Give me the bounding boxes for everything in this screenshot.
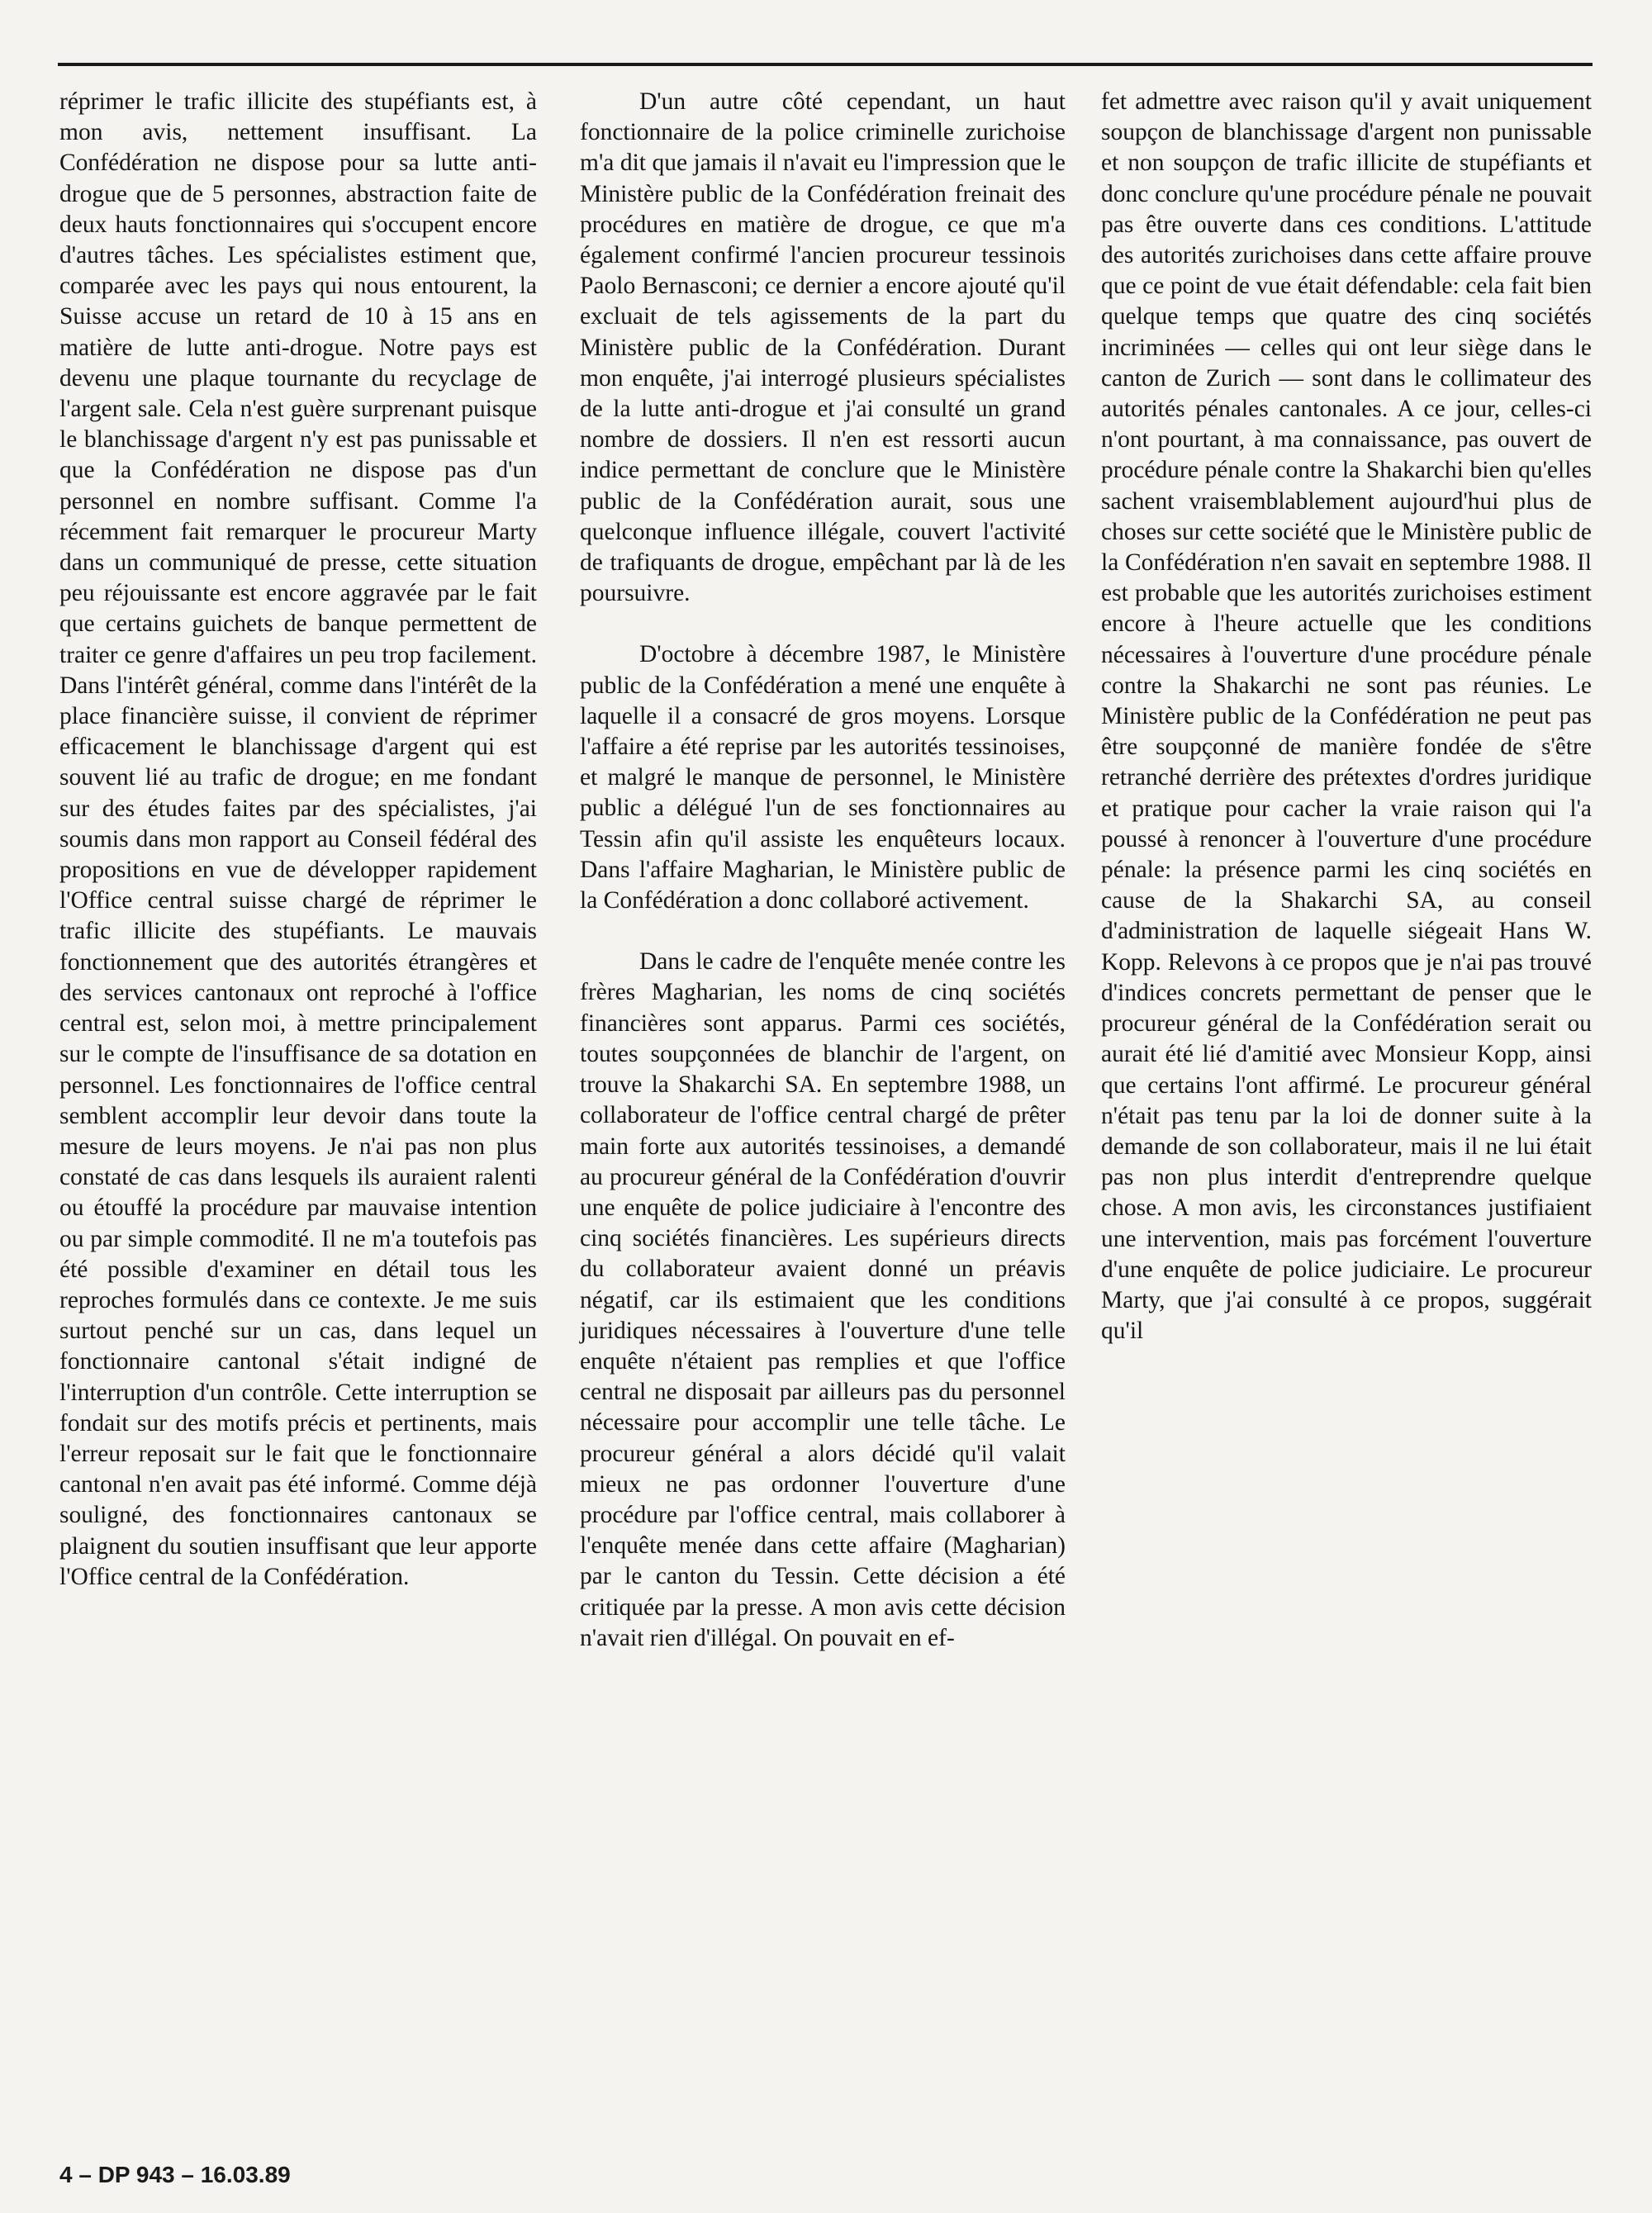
paragraph: Dans le cadre de l'enquête menée contre les frères Magharian, les noms de cinq sociétés financières sont apparus. Parmi ces sociétés, toutes soupçonnées de blanchir de l'argent, on trouve la Shakarchi SA. En septembre 1988, un collaborateur de l'office central chargé de prêter main forte aux autorités tessinoises, a demandé au procureur général de la Confédération d'ouvrir une enquête de police judiciaire à l'encontre des cinq sociétés financières. Les supérieurs directs du collaborateur avaient donné un préavis négatif, car ils estimaient que les conditions juridiques nécessaires à l'ouverture d'une telle enquête n'étaient pas remplies et que l'office central ne disposait par ailleurs pas du personnel nécessaire pour accomplir une telle tâche. Le procureur général a alors décidé qu'il valait mieux ne pas ordonner l'ouverture d'une procédure par l'office central, mais collaborer à l'enquête menée dans cette affaire (Magharian) par le canton du Tessin. Cette décision a été critiquée par la presse. A mon avis cette décision n'avait rien d'illégal. On pouvait en ef-	[580, 948, 1066, 1651]
top-rule	[58, 63, 1593, 66]
paragraph: D'octobre à décembre 1987, le Ministère public de la Confédération a mené une enquête à laquelle il a consacré de gros moyens. Lorsque l'affaire a été reprise par les autorités tessinoises, et malgré le manque de personnel, le Ministère public a délégué l'un de ses fonctionnaires au Tessin afin qu'il assiste les enquêteurs locaux. Dans l'affaire Magharian, le Ministère public de la Confédération a donc collaboré activement.	[580, 641, 1066, 914]
paragraph: fet admettre avec raison qu'il y avait uniquement soupçon de blanchissage d'argent non punissable et non soupçon de trafic illicite de stupéfiants et donc conclure qu'une procédure pénale ne pouvait pas être ouverte dans ces conditions. L'attitude des autorités zurichoises dans cette affaire prouve que ce point de vue était défendable: cela fait bien quelque temps que quatre des cinq sociétés incriminées — celles qui ont leur siège dans le canton de Zurich — sont dans le collimateur des autorités pénales cantonales. A ce jour, celles-ci n'ont pourtant, à ma connaissance, pas ouvert de procédure pénale contre la Shakarchi bien qu'elles sachent vraisemblablement aujourd'hui plus de choses sur cette société que le Ministère public de la Confédération n'en savait en septembre 1988. Il est probable que les autorités zurichoises estiment encore à l'heure actuelle que les conditions nécessaires à l'ouverture d'une procédure pénale contre la Shakarchi ne sont pas réunies. Le Ministère public de la Confédération ne peut pas être soupçonné de manière fondée de s'être retranché derrière des prétextes d'ordres juridique et pratique pour cacher la vraie raison qui l'a poussé à renoncer à l'ouverture d'une procédure pénale: la présence parmi les cinq sociétés en cause de la Shakarchi SA, au conseil d'administration de laquelle siégeait Hans W. Kopp. Relevons à ce propos que je n'ai pas trouvé d'indices concrets permettant de penser que le procureur général de la Confédération serait ou aurait été lié d'amitié avec Monsieur Kopp, ainsi que certains l'ont affirmé. Le procureur général n'était pas tenu par la loi de donner suite à la demande de son collaborateur, mais il ne lui était pas non plus interdit d'entreprendre quelque chose. A mon avis, les circonstances justifiaient une intervention, mais pas forcément l'ouverture d'une enquête de police judiciaire. Le procureur Marty, que j'ai consulté à ce propos, suggérait qu'il	[1101, 88, 1592, 1345]
text-column-3	[1101, 87, 1592, 1346]
paragraph: D'un autre côté cependant, un haut fonctionnaire de la police criminelle zurichoise m'a dit que jamais il n'avait eu l'impression que le Ministère public de la Confédération freinait des procédures en matière de drogue, ce que m'a également confirmé l'ancien procureur tessinois Paolo Bernasconi; ce dernier a encore ajouté qu'il excluait de tels agissements de la part du Ministère public de la Confédération. Durant mon enquête, j'ai interrogé plusieurs spécialistes de la lutte anti-drogue et j'ai consulté un grand nombre de dossiers. Il n'en est ressorti aucun indice permettant de conclure que le Ministère public de la Confédération aurait, sous une quelconque influence illégale, couvert l'activité de trafiquants de drogue, empêchant par là de les poursuivre.	[580, 88, 1066, 607]
text-column-2	[580, 87, 1066, 1654]
paragraph: réprimer le trafic illicite des stupéfiants est, à mon avis, nettement insuffisant. La Confédération ne dispose pour sa lutte anti-drogue que de 5 personnes, abstraction faite de deux hauts fonctionnaires qui s'occupent encore d'autres tâches. Les spécialistes estiment que, comparée avec les pays qui nous entourent, la Suisse accuse un retard de 10 à 15 ans en matière de lutte anti-drogue. Notre pays est devenu une plaque tournante du recyclage de l'argent sale. Cela n'est guère surprenant puisque le blanchissage d'argent n'y est pas punissable et que la Confédération ne dispose pas d'un personnel en nombre suffisant. Comme l'a récemment fait remarquer le procureur Marty dans un communiqué de presse, cette situation peu réjouissante est encore aggravée par le fait que certains guichets de banque permettent de traiter ce genre d'affaires un peu trop facilement. Dans l'intérêt général, comme dans l'intérêt de la place financière suisse, il convient de réprimer efficacement le blanchissage d'argent qui est souvent lié au trafic de drogue; en me fondant sur des études faites par des spécialistes, j'ai soumis dans mon rapport au Conseil fédéral des propositions en vue de développer rapidement l'Office central suisse chargé de réprimer le trafic illicite des stupéfiants. Le mauvais fonctionnement que des autorités étrangères et des services cantonaux ont reproché à l'office central est, selon moi, à mettre principalement sur le compte de l'insuffisance de sa dotation en personnel. Les fonctionnaires de l'office central semblent accomplir leur devoir dans toute la mesure de leurs moyens. Je n'ai pas non plus constaté de cas dans lesquels ils auraient ralenti ou étouffé la procédure par mauvaise intention ou par simple commodité. Il ne m'a toutefois pas été possible d'examiner en détail tous les reproches formulés dans ce contexte. Je me suis surtout penché sur un cas, dans lequel un fonctionnaire cantonal s'était indigné de l'interruption d'un contrôle. Cette interruption se fondait sur des motifs précis et pertinents, mais l'erreur reposait sur le fait que le fonctionnaire cantonal n'en avait pas été informé. Comme déjà souligné, des fonctionnaires cantonaux se plaignent du soutien insuffisant que leur apporte l'Office central de la Confédération.	[59, 88, 537, 1590]
text-column-1	[59, 87, 537, 1593]
page-footer: 4 – DP 943 – 16.03.89	[59, 2162, 291, 2187]
